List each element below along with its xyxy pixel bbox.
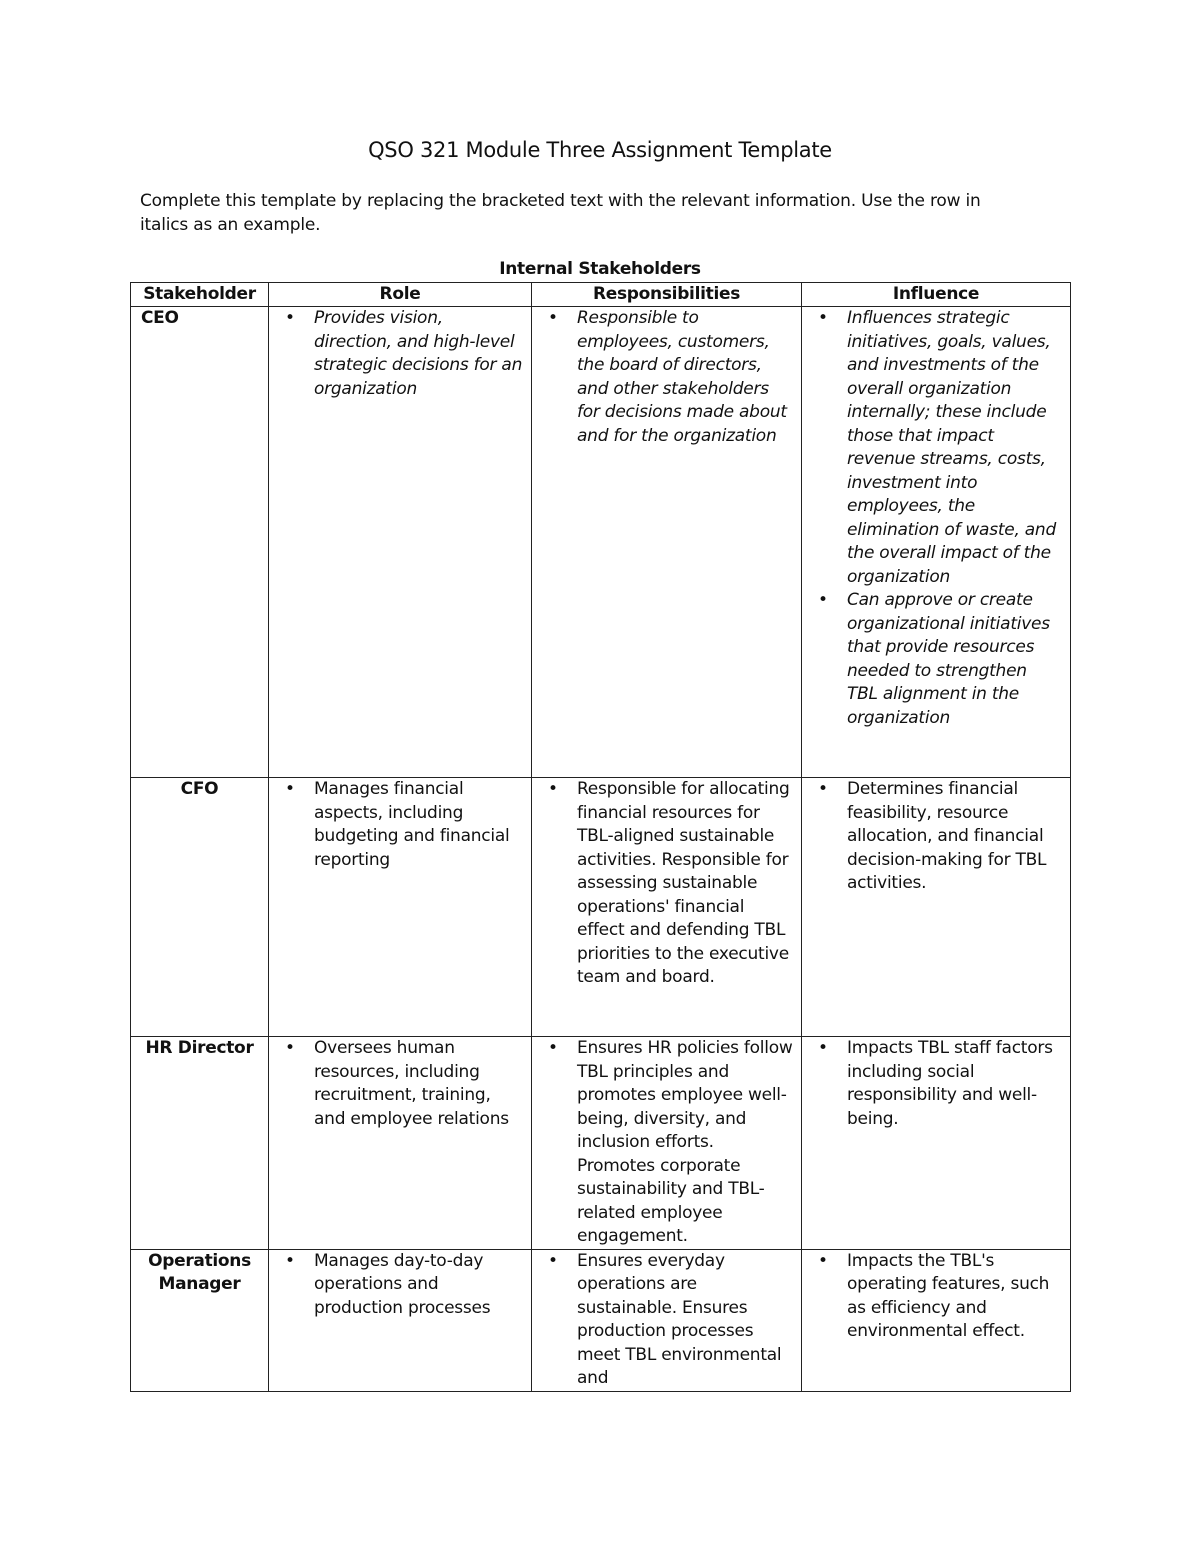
bullet-icon: •	[548, 1250, 558, 1271]
influence-cell	[802, 1037, 1071, 1250]
header-role: Role	[269, 283, 532, 307]
list-item: • Ensures everyday operations are sustainable. Ensures production processes meet TBL environmental and	[548, 1250, 782, 1388]
list-item: • Ensures HR policies follow TBL principles and promotes employee well-being, diversity, and inclusion efforts. Promotes corporate sustainability and TBL-related employee engagement.	[548, 1038, 793, 1246]
table-row-operations-manager	[131, 1249, 1071, 1391]
role-cell	[269, 1249, 532, 1391]
table-header-row	[131, 283, 1071, 307]
bullet-icon: •	[548, 1038, 558, 1058]
list-item: • Impacts the TBL's operating features, such as efficiency and environmental effect.	[818, 1250, 1050, 1341]
influence-cell	[802, 778, 1071, 1037]
bullet-icon: •	[818, 1038, 828, 1058]
list-item: • Provides vision, direction, and high-level strategic decisions for an organization	[285, 308, 523, 399]
header-stakeholder: Stakeholder	[131, 283, 269, 307]
bullet-icon: •	[818, 1250, 828, 1271]
list-item: • Impacts TBL staff factors including social responsibility and well-being.	[818, 1038, 1053, 1129]
instructions-line-1: Complete this template by replacing the bracketed text with the relevant information. Use the row in	[140, 191, 981, 211]
stakeholder-cell: CEO	[131, 307, 269, 778]
responsibilities-cell	[532, 1249, 802, 1391]
stakeholder-cell: Operations Manager	[131, 1249, 269, 1391]
header-responsibilities: Responsibilities	[532, 283, 802, 307]
bullet-icon: •	[285, 1038, 295, 1058]
list-item: • Can approve or create organizational initiatives that provide resources needed to strengthen TBL alignment in the organization	[818, 590, 1050, 728]
page-title: QSO 321 Module Three Assignment Template	[368, 138, 832, 162]
table-row-cfo	[131, 778, 1071, 1037]
bullet-icon: •	[818, 590, 828, 610]
bullet-icon: •	[285, 1250, 295, 1271]
responsibilities-cell	[532, 778, 802, 1037]
header-influence: Influence	[802, 283, 1071, 307]
influence-cell	[802, 307, 1071, 778]
bullet-icon: •	[818, 779, 828, 799]
responsibilities-cell	[532, 307, 802, 778]
bullet-icon: •	[548, 308, 558, 328]
list-item: • Responsible for allocating financial resources for TBL-aligned sustainable activities. Responsible for assessing sustainable operations' financial effect and defending TBL priorities to the executive team and board.	[548, 779, 790, 987]
table-row-ceo	[131, 307, 1071, 778]
list-item: • Responsible to employees, customers, the board of directors, and other stakeholders for decisions made about and for the organization	[548, 308, 787, 446]
stakeholder-cell: HR Director	[131, 1037, 269, 1250]
bullet-icon: •	[548, 779, 558, 799]
list-item: • Manages financial aspects, including budgeting and financial reporting	[285, 779, 510, 870]
role-cell	[269, 1037, 532, 1250]
role-cell	[269, 778, 532, 1037]
table-row-hr-director	[131, 1037, 1071, 1250]
list-item: • Oversees human resources, including recruitment, training, and employee relations	[285, 1038, 509, 1129]
bullet-icon: •	[818, 308, 828, 328]
influence-cell	[802, 1249, 1071, 1391]
instructions-line-2: italics as an example.	[140, 214, 321, 235]
bullet-icon: •	[285, 779, 295, 799]
list-item: • Determines financial feasibility, resource allocation, and financial decision-making for TBL activities.	[818, 779, 1047, 893]
bullet-icon: •	[285, 308, 295, 328]
internal-stakeholders-table	[130, 282, 1071, 1392]
list-item: • Influences strategic initiatives, goals, values, and investments of the overall organization internally; these include those that impact revenue streams, costs, investment into employees, the elimination of waste, and the overall impact of the organization	[818, 308, 1056, 587]
responsibilities-cell	[532, 1037, 802, 1250]
stakeholder-cell: CFO	[131, 778, 269, 1037]
list-item: • Manages day-to-day operations and production processes	[285, 1250, 491, 1318]
table-title: Internal Stakeholders	[499, 259, 701, 279]
role-cell	[269, 307, 532, 778]
instructions-paragraph	[140, 190, 1060, 237]
